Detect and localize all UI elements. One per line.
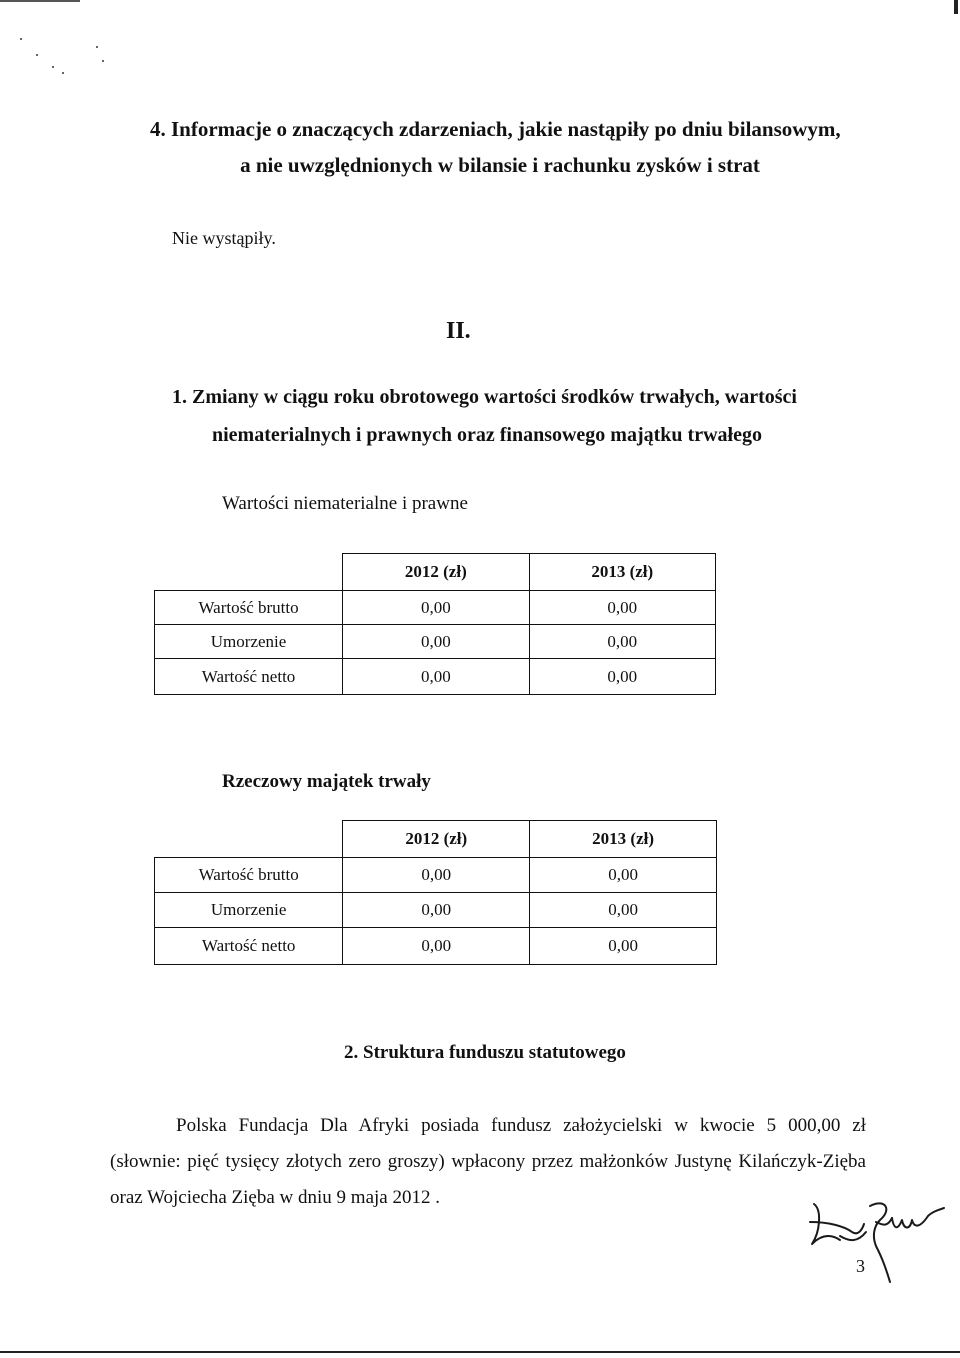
row-label: Wartość netto — [155, 659, 343, 695]
table-header-row — [155, 554, 716, 591]
row-label: Wartość brutto — [155, 858, 343, 893]
cell-2013: 0,00 — [529, 625, 715, 659]
section1-heading-line1: 1. Zmiany w ciągu roku obrotowego wartości środków trwałych, wartości — [172, 386, 797, 408]
scan-edge-bottom — [0, 1351, 960, 1353]
cell-2012: 0,00 — [343, 659, 529, 695]
paragraph-line: Polska Fundacja Dla Afryki posiada fundusz założycielski w kwocie 5 000,00 zł — [176, 1115, 866, 1136]
cell-2012: 0,00 — [343, 591, 529, 625]
cell-2012: 0,00 — [343, 928, 530, 965]
section4-heading-line1: 4. Informacje o znaczących zdarzeniach, jakie nastąpiły po dniu bilansowym, — [150, 117, 841, 141]
table2-title: Rzeczowy majątek trwały — [222, 771, 431, 792]
table1-title: Wartości niematerialne i prawne — [222, 493, 468, 514]
table-row — [155, 591, 716, 625]
cell-2012: 0,00 — [343, 858, 530, 893]
table-header-row — [155, 821, 717, 858]
page-number: 3 — [856, 1256, 865, 1276]
cell-2013: 0,00 — [530, 928, 717, 965]
column-header-2013: 2013 (zł) — [529, 554, 715, 591]
paragraph-line: oraz Wojciecha Zięba w dniu 9 maja 2012 . — [110, 1187, 440, 1208]
table-row — [155, 625, 716, 659]
table-row — [155, 893, 717, 928]
row-label: Wartość netto — [155, 928, 343, 965]
table1 — [154, 553, 716, 695]
row-label: Umorzenie — [155, 625, 343, 659]
column-header-2012: 2012 (zł) — [343, 554, 529, 591]
row-label: Umorzenie — [155, 893, 343, 928]
handwritten-signature-icon — [800, 1192, 950, 1292]
paragraph-line: (słownie: pięć tysięcy złotych zero groszy) wpłacony przez małżonków Justynę Kilańczyk-Zięba — [110, 1151, 866, 1172]
column-header-2012: 2012 (zł) — [343, 821, 530, 858]
section1-heading-line2: niematerialnych i prawnych oraz finansowego majątku trwałego — [212, 424, 762, 446]
column-header-2013: 2013 (zł) — [530, 821, 717, 858]
cell-2013: 0,00 — [530, 893, 717, 928]
section4-heading-line2: a nie uwzględnionych w bilansie i rachunku zysków i strat — [240, 153, 760, 177]
cell-2013: 0,00 — [529, 591, 715, 625]
cell-2012: 0,00 — [343, 625, 529, 659]
part-heading: II. — [446, 318, 471, 344]
scan-edge-top — [0, 0, 80, 2]
table-row — [155, 928, 717, 965]
table-row — [155, 858, 717, 893]
section2-heading: 2. Struktura funduszu statutowego — [344, 1042, 626, 1063]
section4-body: Nie wystąpiły. — [172, 228, 276, 248]
cell-2012: 0,00 — [343, 893, 530, 928]
table-corner — [155, 821, 343, 858]
section2-paragraph — [110, 1108, 866, 1216]
cell-2013: 0,00 — [529, 659, 715, 695]
scan-edge-right — [954, 0, 958, 14]
table2 — [154, 820, 717, 965]
cell-2013: 0,00 — [530, 858, 717, 893]
table-row — [155, 659, 716, 695]
row-label: Wartość brutto — [155, 591, 343, 625]
table-corner — [155, 554, 343, 591]
